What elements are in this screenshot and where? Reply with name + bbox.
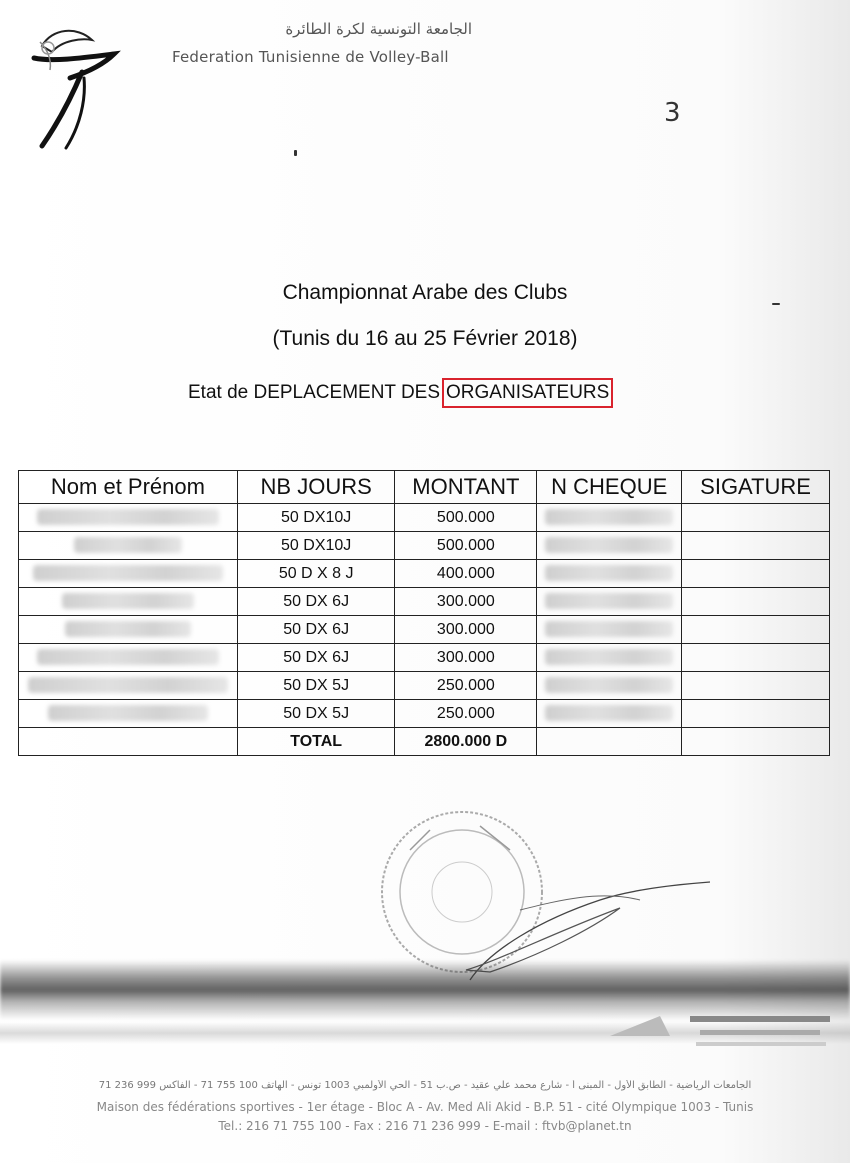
nb-jours-cell: 50 DX 6J [237, 644, 395, 672]
montant-cell: 250.000 [395, 700, 537, 728]
redacted-cheque [537, 644, 682, 672]
table-row [19, 644, 830, 672]
federation-name-arabic: الجامعة التونسية لكرة الطائرة [285, 20, 472, 38]
nb-jours-cell: 50 DX 5J [237, 700, 395, 728]
redacted-cheque [537, 616, 682, 644]
redacted-cheque [537, 560, 682, 588]
nb-jours-cell: 50 DX10J [237, 532, 395, 560]
montant-cell: 500.000 [395, 504, 537, 532]
redacted-name [19, 616, 238, 644]
table-total-row [19, 728, 830, 756]
footer-address-arabic: الجامعات الرياضية - الطابق الأول - المبنى أ - شارع محمد علي عقيد - ص.ب 51 - الحي الأولمبي 1003 تونس - الهاتف 100 755 71 - الفاكس 999 236 71 [98, 1080, 752, 1091]
redacted-name [19, 644, 238, 672]
header-nb-jours: NB JOURS [237, 471, 395, 504]
montant-cell: 500.000 [395, 532, 537, 560]
heading-prefix: Etat de DEPLACEMENT DES [188, 382, 441, 403]
federation-name-french: Federation Tunisienne de Volley-Ball [172, 48, 449, 66]
table-row [19, 588, 830, 616]
redacted-name [19, 672, 238, 700]
empty-cell [19, 728, 238, 756]
signature-cell [682, 588, 830, 616]
redacted-cheque [537, 672, 682, 700]
signature-cell [682, 672, 830, 700]
header-nom-prenom: Nom et Prénom [19, 471, 238, 504]
scan-speck [294, 150, 297, 156]
redacted-name [19, 700, 238, 728]
signature-cell [682, 560, 830, 588]
footer-address-french: Maison des fédérations sportives - 1er étage - Bloc A - Av. Med Ali Akid - B.P. 51 - cité Olympique 1003 - Tunis [96, 1100, 754, 1114]
table-row [19, 616, 830, 644]
redacted-name [19, 588, 238, 616]
redacted-cheque [537, 504, 682, 532]
nb-jours-cell: 50 D X 8 J [237, 560, 395, 588]
signature-cell [682, 700, 830, 728]
redacted-cheque [537, 700, 682, 728]
table-row [19, 700, 830, 728]
deplacement-table [18, 470, 830, 756]
nb-jours-cell: 50 DX 6J [237, 616, 395, 644]
table-row [19, 560, 830, 588]
empty-cell [537, 728, 682, 756]
page-number: 3 [664, 98, 681, 128]
redacted-name [19, 532, 238, 560]
table-row [19, 672, 830, 700]
table-row [19, 532, 830, 560]
table-header-row [19, 471, 830, 504]
redacted-cheque [537, 588, 682, 616]
footer-contact: Tel.: 216 71 755 100 - Fax : 216 71 236 999 - E-mail : ftvb@planet.tn [218, 1119, 632, 1133]
federation-brand-watermark-icon [600, 996, 840, 1056]
total-label: TOTAL [237, 728, 395, 756]
table-row [19, 504, 830, 532]
header-n-cheque: N CHEQUE [537, 471, 682, 504]
montant-cell: 400.000 [395, 560, 537, 588]
empty-cell [682, 728, 830, 756]
header-montant: MONTANT [395, 471, 537, 504]
montant-cell: 300.000 [395, 616, 537, 644]
signature-cell [682, 504, 830, 532]
header-signature: SIGATURE [682, 471, 830, 504]
nb-jours-cell: 50 DX 5J [237, 672, 395, 700]
document-title: Championnat Arabe des Clubs [282, 281, 568, 304]
redacted-cheque [537, 532, 682, 560]
redacted-name [19, 560, 238, 588]
signature-cell [682, 616, 830, 644]
federation-logo-icon [22, 18, 132, 158]
signature-cell [682, 532, 830, 560]
montant-cell: 300.000 [395, 644, 537, 672]
redacted-name [19, 504, 238, 532]
signature-cell [682, 644, 830, 672]
document-heading [188, 378, 613, 408]
nb-jours-cell: 50 DX 6J [237, 588, 395, 616]
montant-cell: 250.000 [395, 672, 537, 700]
document-subtitle-dates: (Tunis du 16 au 25 Février 2018) [272, 327, 578, 350]
highlighted-word-box: ORGANISATEURS [442, 378, 613, 408]
total-value: 2800.000 D [395, 728, 537, 756]
nb-jours-cell: 50 DX10J [237, 504, 395, 532]
montant-cell: 300.000 [395, 588, 537, 616]
